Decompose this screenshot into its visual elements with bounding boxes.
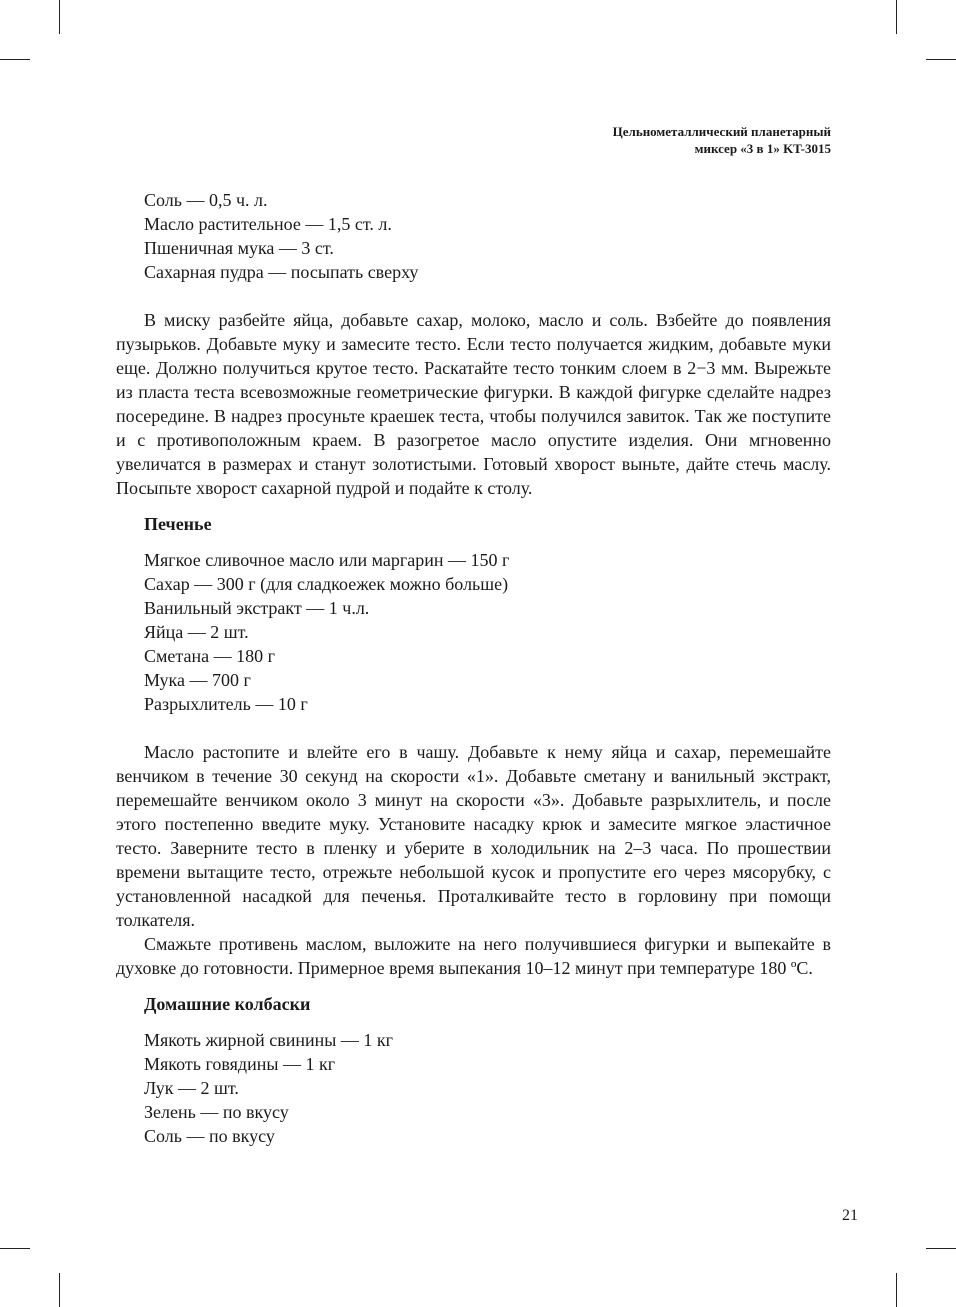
paragraph: В миску разбейте яйца, добавьте сахар, молоко, масло и соль. Взбейте до появления пузырьков. Добавьте муку и замесите тесто. Если тесто получается жидким, добавьте муки еще. Должно получиться крутое тесто. Раскатайте тесто тонким слоем в 2−3 мм. Вырежьте из пласта теста всевозможные геометрические фигурки. В каждой фигурке сделайте надрез посередине. В надрез просуньте краешек теста, чтобы получился завиток. Так же поступите и с противоположным краем. В разогретое масло опустите изделия. Они мгновенно увеличатся в размерах и станут золотистыми. Готовый хворост выньте, дайте стечь маслу. Посыпьте хворост сахарной пудрой и подайте к столу. [116, 310, 831, 498]
recipe-title: Домашние колбаски [144, 994, 311, 1014]
ingredient-item: Масло растительное — 1,5 ст. л. [144, 214, 392, 234]
ingredient-item: Соль — по вкусу [144, 1126, 275, 1146]
ingredient-item: Сметана — 180 г [144, 646, 275, 666]
header-line-2: миксер «3 в 1» KT-3015 [694, 141, 831, 156]
paragraph: Смажьте противень маслом, выложите на него получившиеся фигурки и выпекайте в духовке до готовности. Примерное время выпекания 10–12 минут при температуре 180 ºС. [116, 934, 831, 978]
ingredient-list [144, 188, 831, 284]
ingredient-item: Ванильный экстракт — 1 ч.л. [144, 598, 370, 618]
crop-mark [0, 1248, 30, 1249]
page-content [116, 188, 831, 1148]
instructions [116, 740, 831, 980]
ingredient-item: Яйца — 2 шт. [144, 622, 249, 642]
crop-mark [926, 59, 956, 60]
crop-mark [896, 1273, 897, 1307]
crop-mark [59, 0, 60, 34]
crop-mark [0, 59, 30, 60]
instructions [116, 308, 831, 500]
ingredient-item: Сахарная пудра — посыпать сверху [144, 262, 419, 282]
paragraph: Масло растопите и влейте его в чашу. Добавьте к нему яйца и сахар, перемешайте венчиком в течение 30 секунд на скорости «1». Добавьте сметану и ванильный экстракт, перемешайте венчиком около 3 минут на скорости «3». Добавьте разрыхлитель, и после этого постепенно введите муку. Установите насадку крюк и замесите мягкое эластичное тесто. Заверните тесто в пленку и уберите в холодильник на 2–3 часа. По прошествии времени вытащите тесто, отрежьте небольшой кусок и пропустите его через мясорубку, с установленной насадкой для печенья. Проталкивайте тесто в горловину при помощи толкателя. [116, 742, 831, 930]
ingredient-list [144, 548, 831, 716]
ingredient-item: Мука — 700 г [144, 670, 251, 690]
header-line-1: Цельнометаллический планетарный [612, 124, 831, 139]
crop-mark [896, 0, 897, 34]
ingredient-item: Мягкое сливочное масло или маргарин — 150 г [144, 550, 510, 570]
running-header [613, 123, 831, 157]
ingredient-item: Пшеничная мука — 3 ст. [144, 238, 334, 258]
ingredient-item: Мякоть говядины — 1 кг [144, 1054, 336, 1074]
ingredient-item: Разрыхлитель — 10 г [144, 694, 308, 714]
ingredient-list [144, 1028, 831, 1148]
crop-mark [926, 1248, 956, 1249]
ingredient-item: Мякоть жирной свинины — 1 кг [144, 1030, 394, 1050]
page-number: 21 [842, 1207, 858, 1224]
ingredient-item: Соль — 0,5 ч. л. [144, 190, 268, 210]
crop-mark [59, 1273, 60, 1307]
ingredient-item: Зелень — по вкусу [144, 1102, 289, 1122]
recipe-title: Печенье [144, 514, 212, 534]
ingredient-item: Лук — 2 шт. [144, 1078, 239, 1098]
ingredient-item: Сахар — 300 г (для сладкоежек можно больше) [144, 574, 509, 594]
